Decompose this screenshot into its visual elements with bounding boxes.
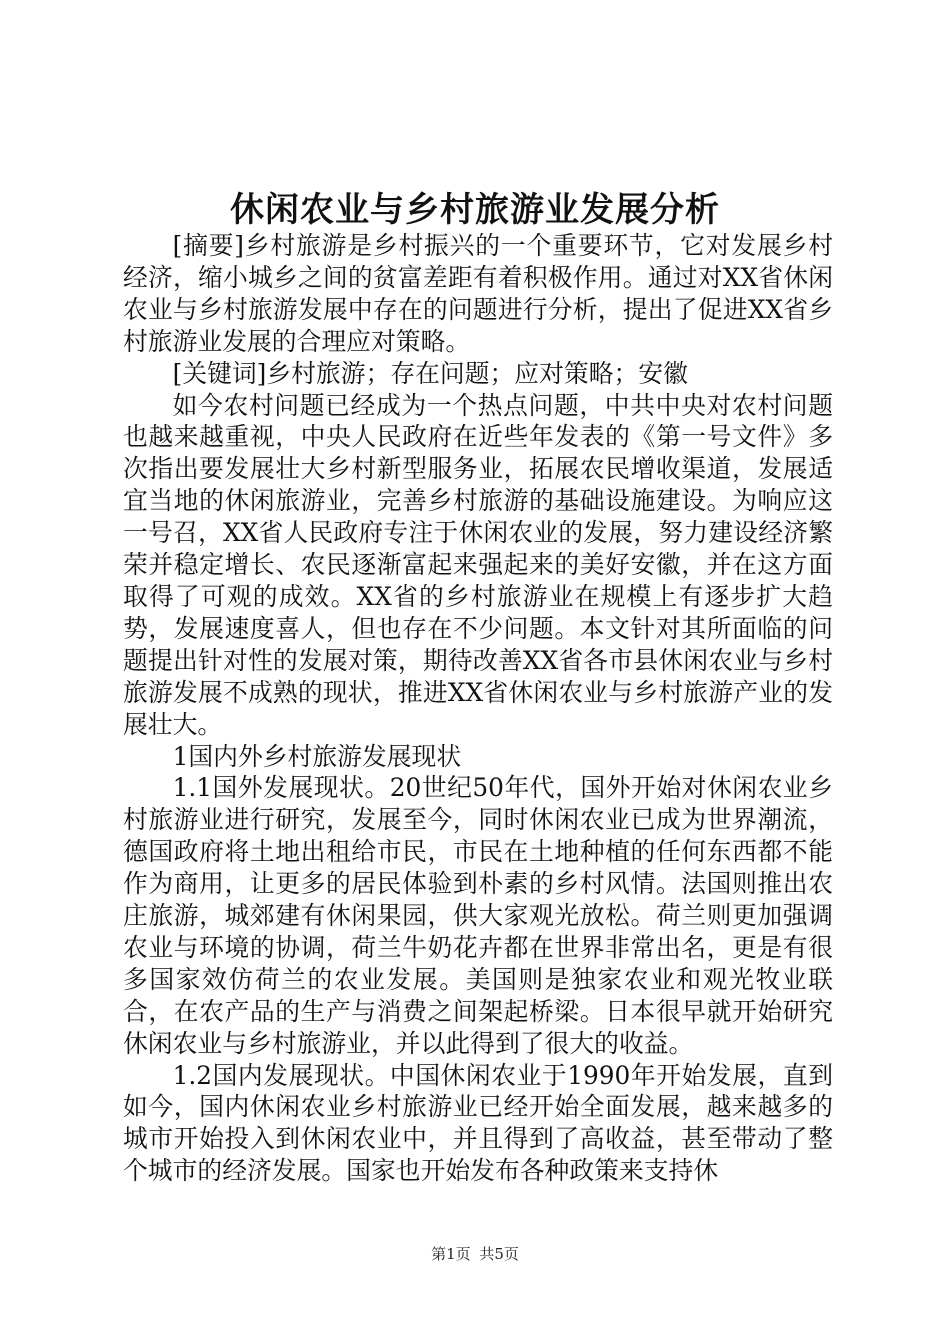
abstract-paragraph: [摘要]乡村旅游是乡村振兴的一个重要环节，它对发展乡村经济，缩小城乡之间的贫富差距有着积极作用。通过对XX省休闲农业与乡村旅游发展中存在的问题进行分析，提出了促进XX省乡村旅游业发展的合理应对策略。 [123,231,833,356]
section-heading-1: 1国内外乡村旅游发展现状 [172,741,462,771]
intro-paragraph: 如今农村问题已经成为一个热点问题，中共中央对农村问题也越来越重视，中央人民政府在近些年发表的《第一号文件》多次指出要发展壮大乡村新型服务业，拓展农民增收渠道，发展适宜当地的休闲旅游业，完善乡村旅游的基础设施建设。为响应这一号召，XX省人民政府专注于休闲农业的发展，努力建设经济繁荣并稳定增长、农民逐渐富起来强起来的美好安徽，并在这方面取得了可观的成效。XX省的乡村旅游业在规模上有逐步扩大趋势，发展速度喜人，但也存在不少问题。本文针对其所面临的问题提出针对性的发展对策，期待改善XX省各市县休闲农业与乡村旅游发展不成熟的现状，推进XX省休闲农业与乡村旅游产业的发展壮大。 [123,390,833,739]
page-footer [0,1244,950,1264]
document-body [123,230,833,1187]
section-1-1-paragraph: 1.1国外发展现状。20世纪50年代，国外开始对休闲农业乡村旅游业进行研究，发展至今，同时休闲农业已成为世界潮流，德国政府将土地出租给市民，市民在土地种植的任何东西都不能作为商用，让更多的居民体验到朴素的乡村风情。法国则推出农庄旅游，城郊建有休闲果园，供大家观光放松。荷兰则更加强调农业与环境的协调，荷兰牛奶花卉都在世界非常出名，更是有很多国家效仿荷兰的农业发展。美国则是独家农业和观光牧业联合，在农产品的生产与消费之间架起桥梁。日本很早就开始研究休闲农业与乡村旅游业，并以此得到了很大的收益。 [123,773,833,1058]
section-1-2-paragraph: 1.2国内发展现状。中国休闲农业于1990年开始发展，直到如今，国内休闲农业乡村旅游业已经开始全面发展，越来越多的城市开始投入到休闲农业中，并且得到了高收益，甚至带动了整个城市的经济发展。国家也开始发布各种政策来支持休 [123,1060,833,1186]
page-total: 共5页 [479,1245,519,1263]
page-number: 第1页 [431,1245,471,1263]
keywords-paragraph: [关键词]乡村旅游；存在问题；应对策略；安徽 [172,358,688,388]
page-title: 休闲农业与乡村旅游业发展分析 [230,190,720,230]
